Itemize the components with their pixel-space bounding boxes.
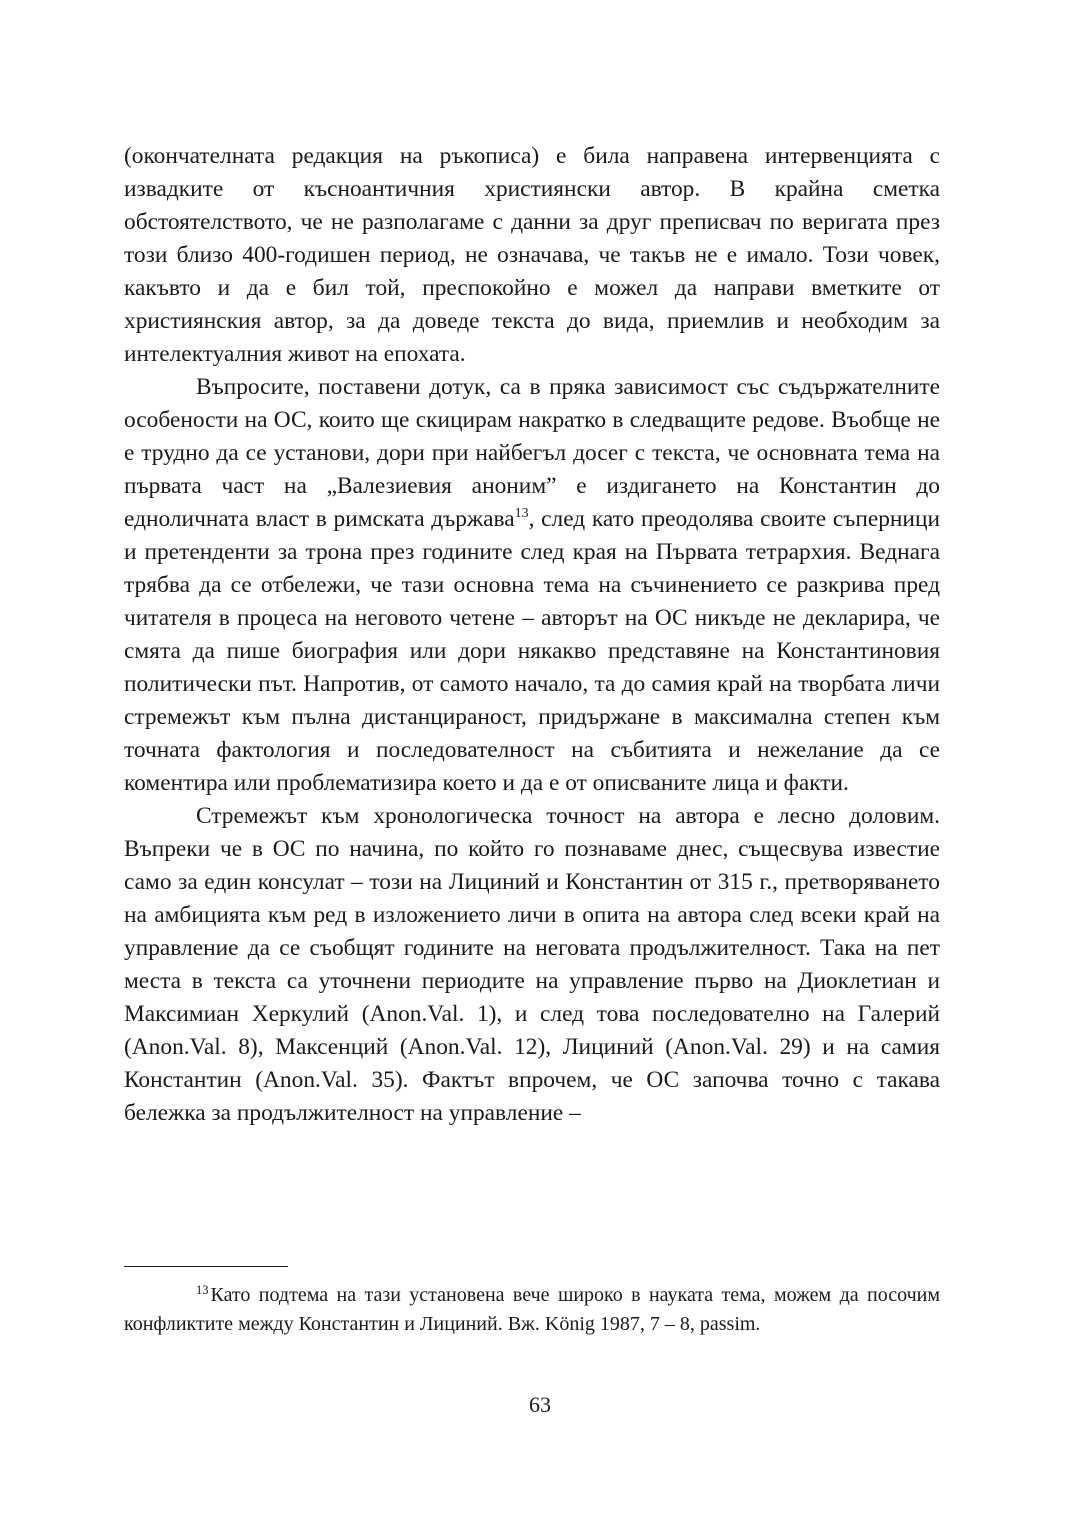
paragraph-1: (окончателната редакция на ръкописа) е била направена интервенцията с извадките от късноантичния християнски автор. В крайна сметка обстоятелството, че не разполагаме с данни за друг преписвач по веригата през този близо 400-годишен период, не означава, че такъв не е имало. Този човек, какъвто и да е бил той, преспокойно е можел да направи вметките от християнския автор, за да доведе текста до вида, приемлив и необходим за интелектуалния живот на епохата. bbox=[124, 143, 940, 367]
paragraph-3: Стремежът към хронологическа точност на автора е лесно доловим. Въпреки че в ОС по начина, по който го познаваме днес, същесвува известие само за един консулат – този на Лициний и Константин от 315 г., претворяването на амбицията към ред в изложението личи в опита на автора след всеки край на управление да се съобщят годините на неговата продължителност. Така на пет места в текста са уточнени периодите на управление първо на Диоклетиан и Максимиан Херкулий (Anon.Val. 1), и след това последователно на Галерий (Anon.Val. 8), Максенций (Anon.Val. 12), Лициний (Anon.Val. 29) и на самия Константин (Anon.Val. 35). Фактът впрочем, че ОС започва точно с такава бележка за продължителност на управление – bbox=[124, 803, 940, 1126]
footnote-text: Като подтема на тази установена вече широко в науката тема, можем да посочим конфликтите между Константин и Лициний. Вж. König 1987, 7 – 8, passim. bbox=[124, 1284, 940, 1335]
footnote-reference-13: 13 bbox=[514, 506, 529, 521]
paragraph-2-text-end: , след като преодолява своите съперници и претенденти за трона през годините след края на Първата тетрархия. Веднага трябва да се отбележи, че тази основна тема на съчинението се разкрива пред читателя в процеса на неговото четене – авторът на ОС никъде не декларира, че смята да пише биография или дори някакво представяне на Константиновия политически път. Напротив, от самото начало, та до самия край на творбата личи стремежът към пълна дистанцираност, придържане в максимална степен към точната фактология и последователност на събитията и нежелание да се коментира или проблематизира което и да е от описваните лица и факти. bbox=[124, 506, 940, 796]
paragraph-2 bbox=[124, 371, 940, 800]
paragraph-2-text-start: Въпросите, поставени дотук, са в пряка зависимост със съдържателните особености на ОС, които ще скицирам накратко в следващите редове. Въобще не е трудно да се установи, дори при найбегъл досег с текста, че основната тема на първата част на „Валезиевия аноним” е издигането на Константин до едноличната власт в римската държава bbox=[124, 374, 940, 532]
footnote-13 bbox=[124, 1281, 940, 1338]
page-body bbox=[124, 140, 940, 1130]
footnote-number: 13 bbox=[196, 1283, 209, 1297]
footnote-separator bbox=[124, 1266, 288, 1267]
page-number: 63 bbox=[529, 1392, 551, 1417]
